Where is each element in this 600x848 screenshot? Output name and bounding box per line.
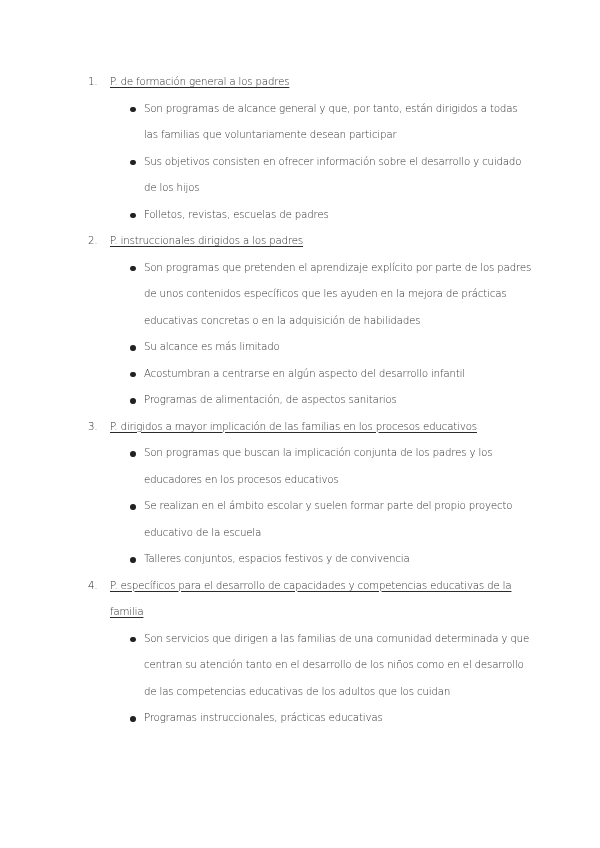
bullet-text: Son servicios que dirigen a las familias de una comunidad determinada y que centran su atención tanto en el desarrollo de los niños como en el desarrollo de las competencias educativas de los adultos que los cuidan <box>144 633 530 698</box>
bullet-list <box>88 256 533 415</box>
bullet-dot-icon <box>130 372 136 378</box>
bullet-dot-icon <box>130 716 136 722</box>
bullet-item <box>88 706 533 733</box>
bullet-item <box>88 97 533 150</box>
bullet-text: Folletos, revistas, escuelas de padres <box>144 209 329 221</box>
bullet-item <box>88 362 533 389</box>
program-types-list <box>88 70 533 733</box>
bullet-item <box>88 547 533 574</box>
section-2 <box>88 229 533 415</box>
bullet-item <box>88 335 533 362</box>
bullet-dot-icon <box>130 557 136 563</box>
bullet-item <box>88 627 533 707</box>
bullet-list <box>88 97 533 230</box>
bullet-dot-icon <box>130 213 136 219</box>
section-title: P. específicos para el desarrollo de capacidades y competencias educativas de la familia <box>110 580 512 618</box>
section-title: P. dirigidos a mayor implicación de las familias en los procesos educativos <box>110 421 477 433</box>
bullet-text: Talleres conjuntos, espacios festivos y de convivencia <box>144 554 410 565</box>
bullet-text: Son programas que pretenden el aprendizaje explícito por parte de los padres de unos contenidos específicos que les ayuden en la mejora de prácticas educativas concretas o en la adquisición de habilidades <box>144 262 532 327</box>
section-4 <box>88 574 533 733</box>
bullet-dot-icon <box>130 160 136 166</box>
bullet-dot-icon <box>130 504 136 510</box>
bullet-text: Programas de alimentación, de aspectos sanitarios <box>144 395 397 406</box>
bullet-item <box>88 441 533 494</box>
bullet-dot-icon <box>130 107 136 113</box>
bullet-text: Se realizan en el ámbito escolar y suelen formar parte del propio proyecto educativo de la escuela <box>144 501 513 539</box>
section-title: P. instruccionales dirigidos a los padres <box>110 236 304 247</box>
section-number: 1. <box>88 77 98 88</box>
bullet-dot-icon <box>130 398 136 404</box>
section-number: 4. <box>88 580 98 592</box>
bullet-item <box>88 388 533 415</box>
bullet-item <box>88 256 533 336</box>
bullet-dot-icon <box>130 345 136 351</box>
bullet-text: Acostumbran a centrarse en algún aspecto del desarrollo infantil <box>144 368 466 380</box>
bullet-item <box>88 150 533 203</box>
bullet-item <box>88 203 533 230</box>
bullet-item <box>88 494 533 547</box>
section-3 <box>88 415 533 574</box>
section-number: 3. <box>88 421 98 433</box>
section-number: 2. <box>88 236 98 247</box>
bullet-dot-icon <box>130 637 136 643</box>
bullet-text: Programas instruccionales, prácticas educativas <box>144 713 383 724</box>
bullet-dot-icon <box>130 451 136 457</box>
bullet-list <box>88 627 533 733</box>
bullet-list <box>88 441 533 574</box>
section-title: P. de formación general a los padres <box>110 77 290 88</box>
bullet-dot-icon <box>130 266 136 272</box>
bullet-text: Son programas de alcance general y que, por tanto, están dirigidos a todas las familias que voluntariamente desean participar <box>144 103 518 141</box>
bullet-text: Sus objetivos consisten en ofrecer información sobre el desarrollo y cuidado de los hijos <box>144 156 522 194</box>
bullet-text: Su alcance es más limitado <box>144 342 280 353</box>
bullet-text: Son programas que buscan la implicación conjunta de los padres y los educadores en los procesos educativos <box>144 448 493 486</box>
section-1 <box>88 70 533 229</box>
